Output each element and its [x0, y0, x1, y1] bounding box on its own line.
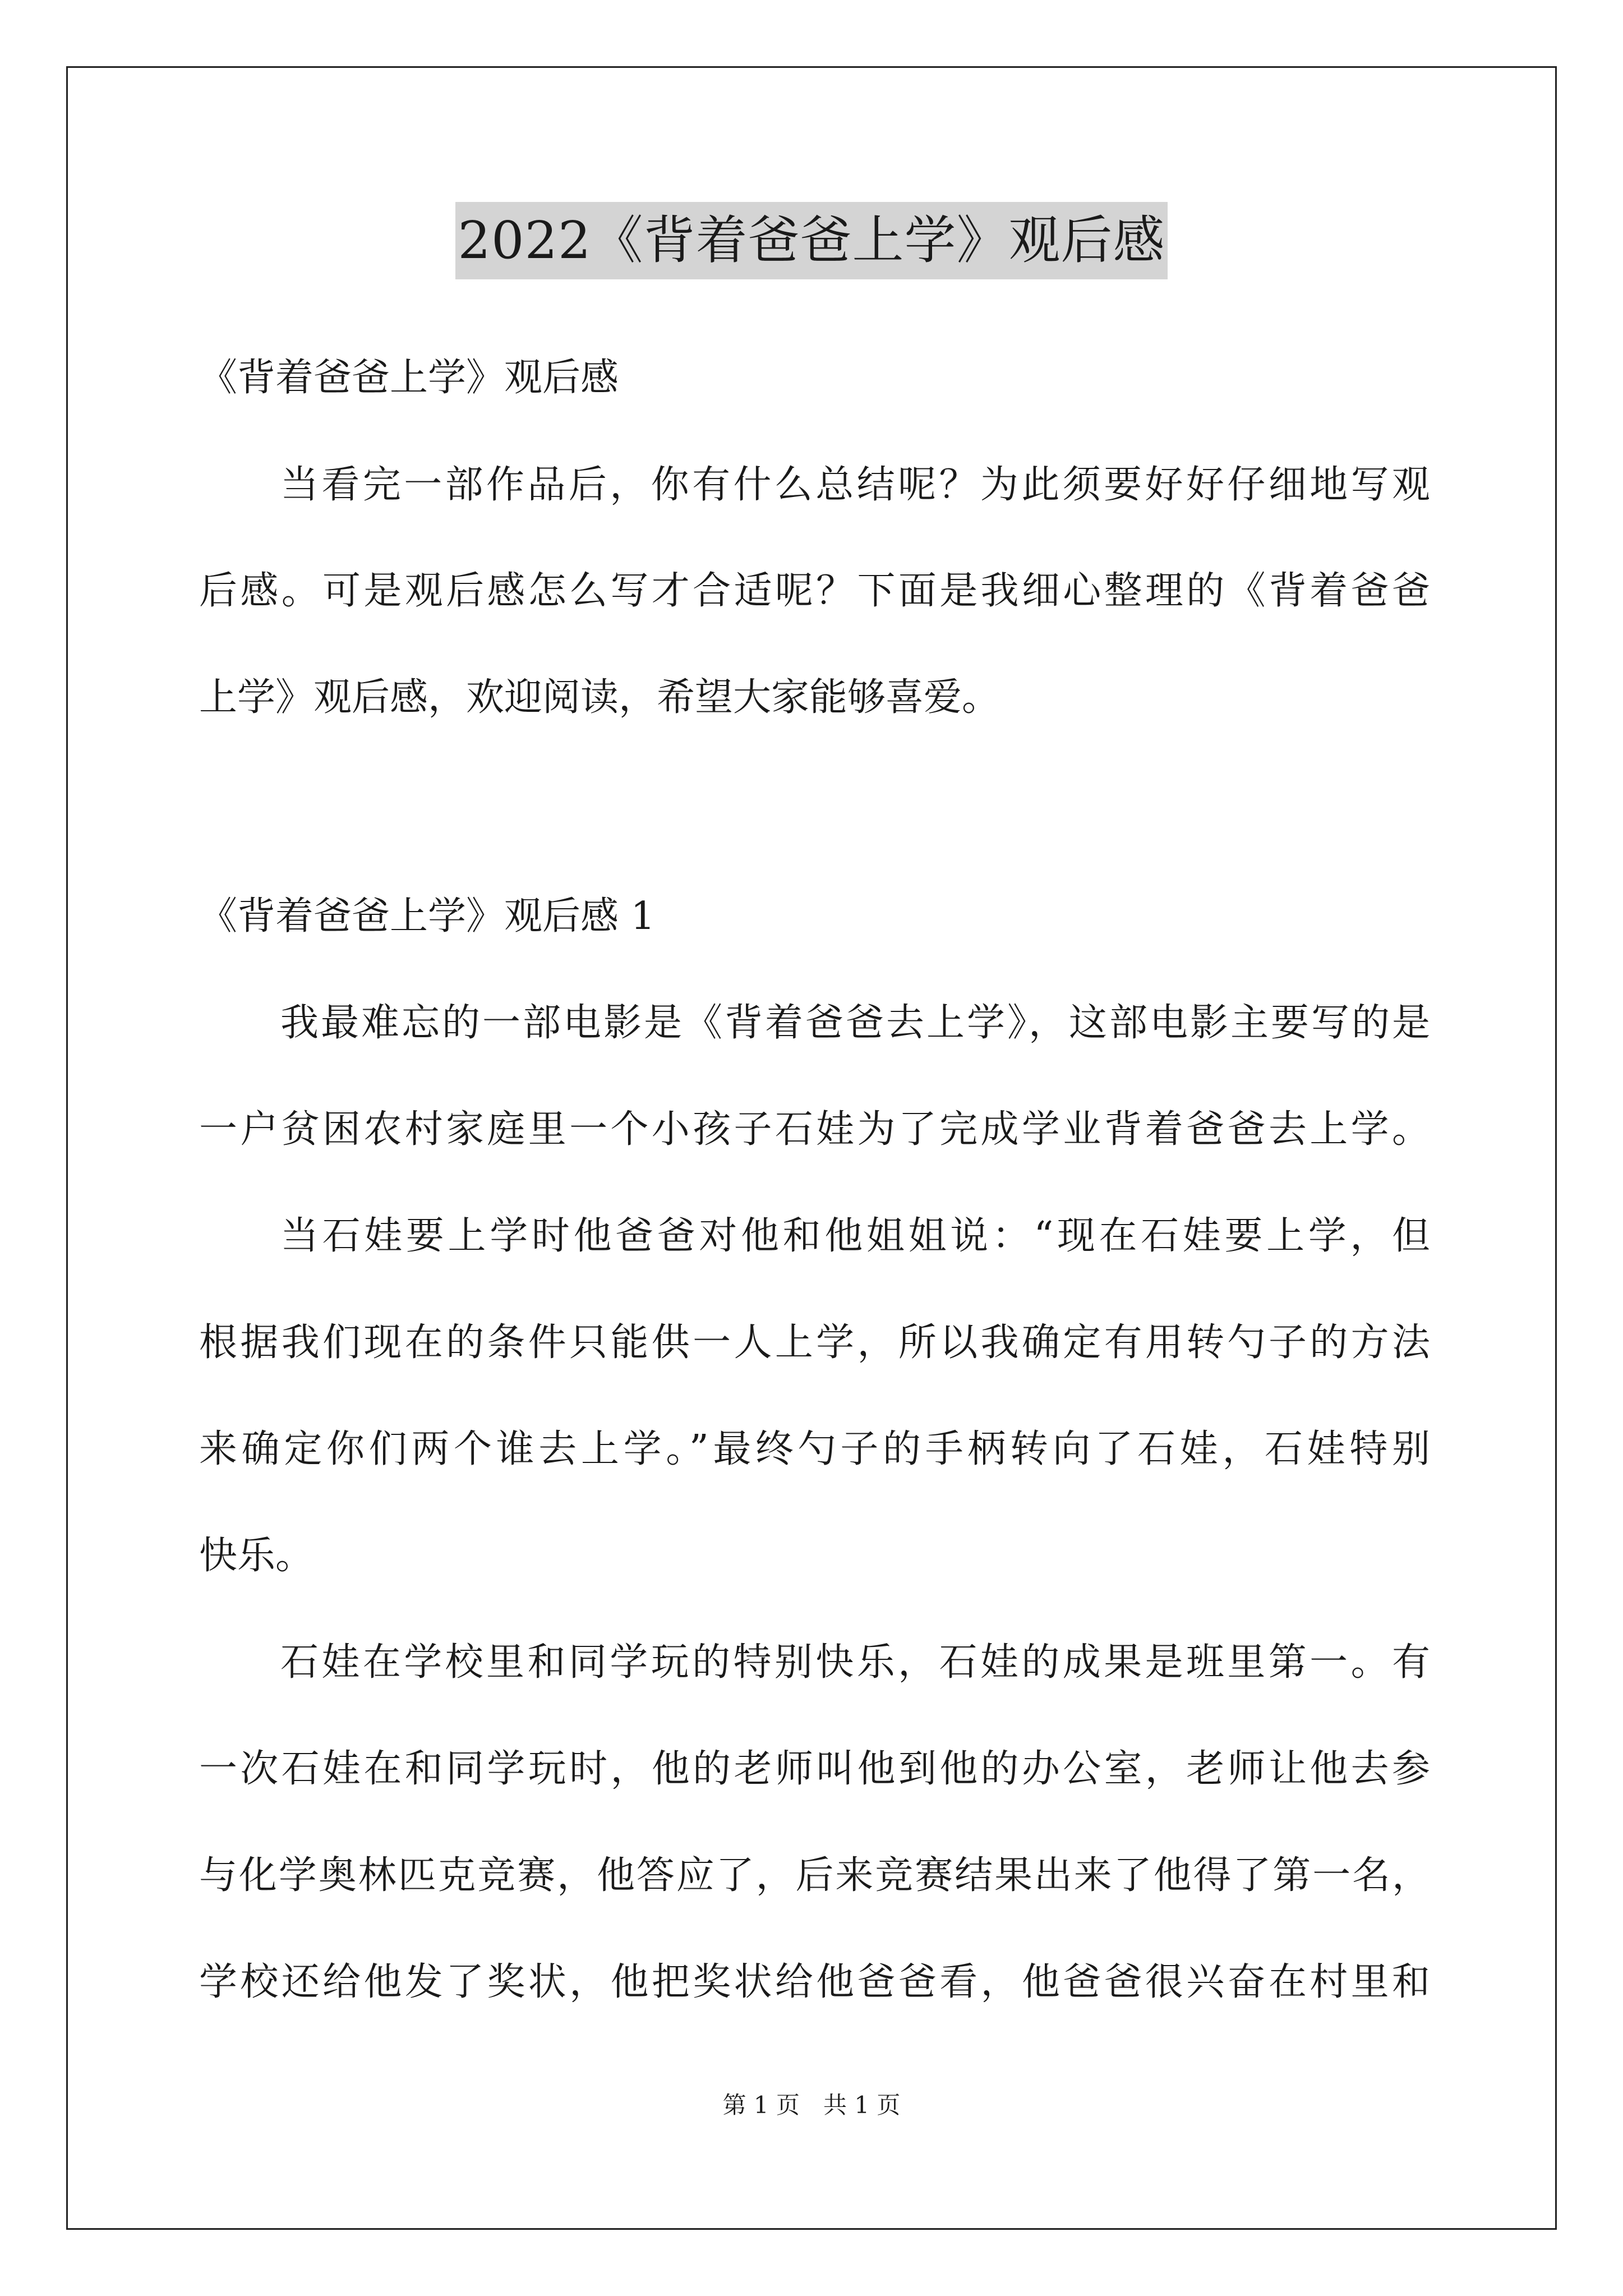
paragraph-line: 根据我们现在的条件只能供一人上学，所以我确定有用转勺子的方法 [199, 1320, 1430, 1365]
section-heading: 《背着爸爸上学》观后感 1 [199, 894, 655, 938]
paragraph-line: 我最难忘的一部电影是《背着爸爸去上学》，这部电影主要写的是 [280, 1001, 1430, 1045]
document-title: 2022《背着爸爸上学》观后感 [455, 202, 1167, 279]
paragraph-line: 当看完一部作品后，你有什么总结呢？为此须要好好仔细地写观 [280, 463, 1430, 507]
paragraph-line: 学校还给他发了奖状，他把奖状给他爸爸看，他爸爸很兴奋在村里和 [199, 1960, 1430, 2004]
section-heading: 《背着爸爸上学》观后感 [199, 356, 619, 400]
paragraph-line: 来确定你们两个谁去上学。”最终勺子的手柄转向了石娃，石娃特别 [199, 1427, 1430, 1471]
paragraph-line: 一户贫困农村家庭里一个小孩子石娃为了完成学业背着爸爸去上学。 [199, 1107, 1430, 1152]
paragraph-line: 快乐。 [199, 1534, 314, 1578]
paragraph-line: 一次石娃在和同学玩时，他的老师叫他到他的办公室，老师让他去参 [199, 1747, 1430, 1791]
page-footer: 第 1 页 共 1 页 [722, 2091, 901, 2119]
title-container [0, 202, 1623, 279]
paragraph-line: 石娃在学校里和同学玩的特别快乐，石娃的成果是班里第一。有 [280, 1640, 1430, 1685]
paragraph-line: 当石娃要上学时他爸爸对他和他姐姐说：“现在石娃要上学，但 [280, 1214, 1430, 1258]
paragraph-line: 后感。可是观后感怎么写才合适呢？下面是我细心整理的《背着爸爸 [199, 569, 1430, 613]
paragraph-line: 与化学奥林匹克竞赛，他答应了，后来竞赛结果出来了他得了第一名， [199, 1853, 1430, 1898]
paragraph-line: 上学》观后感，欢迎阅读，希望大家能够喜爱。 [199, 675, 1000, 720]
